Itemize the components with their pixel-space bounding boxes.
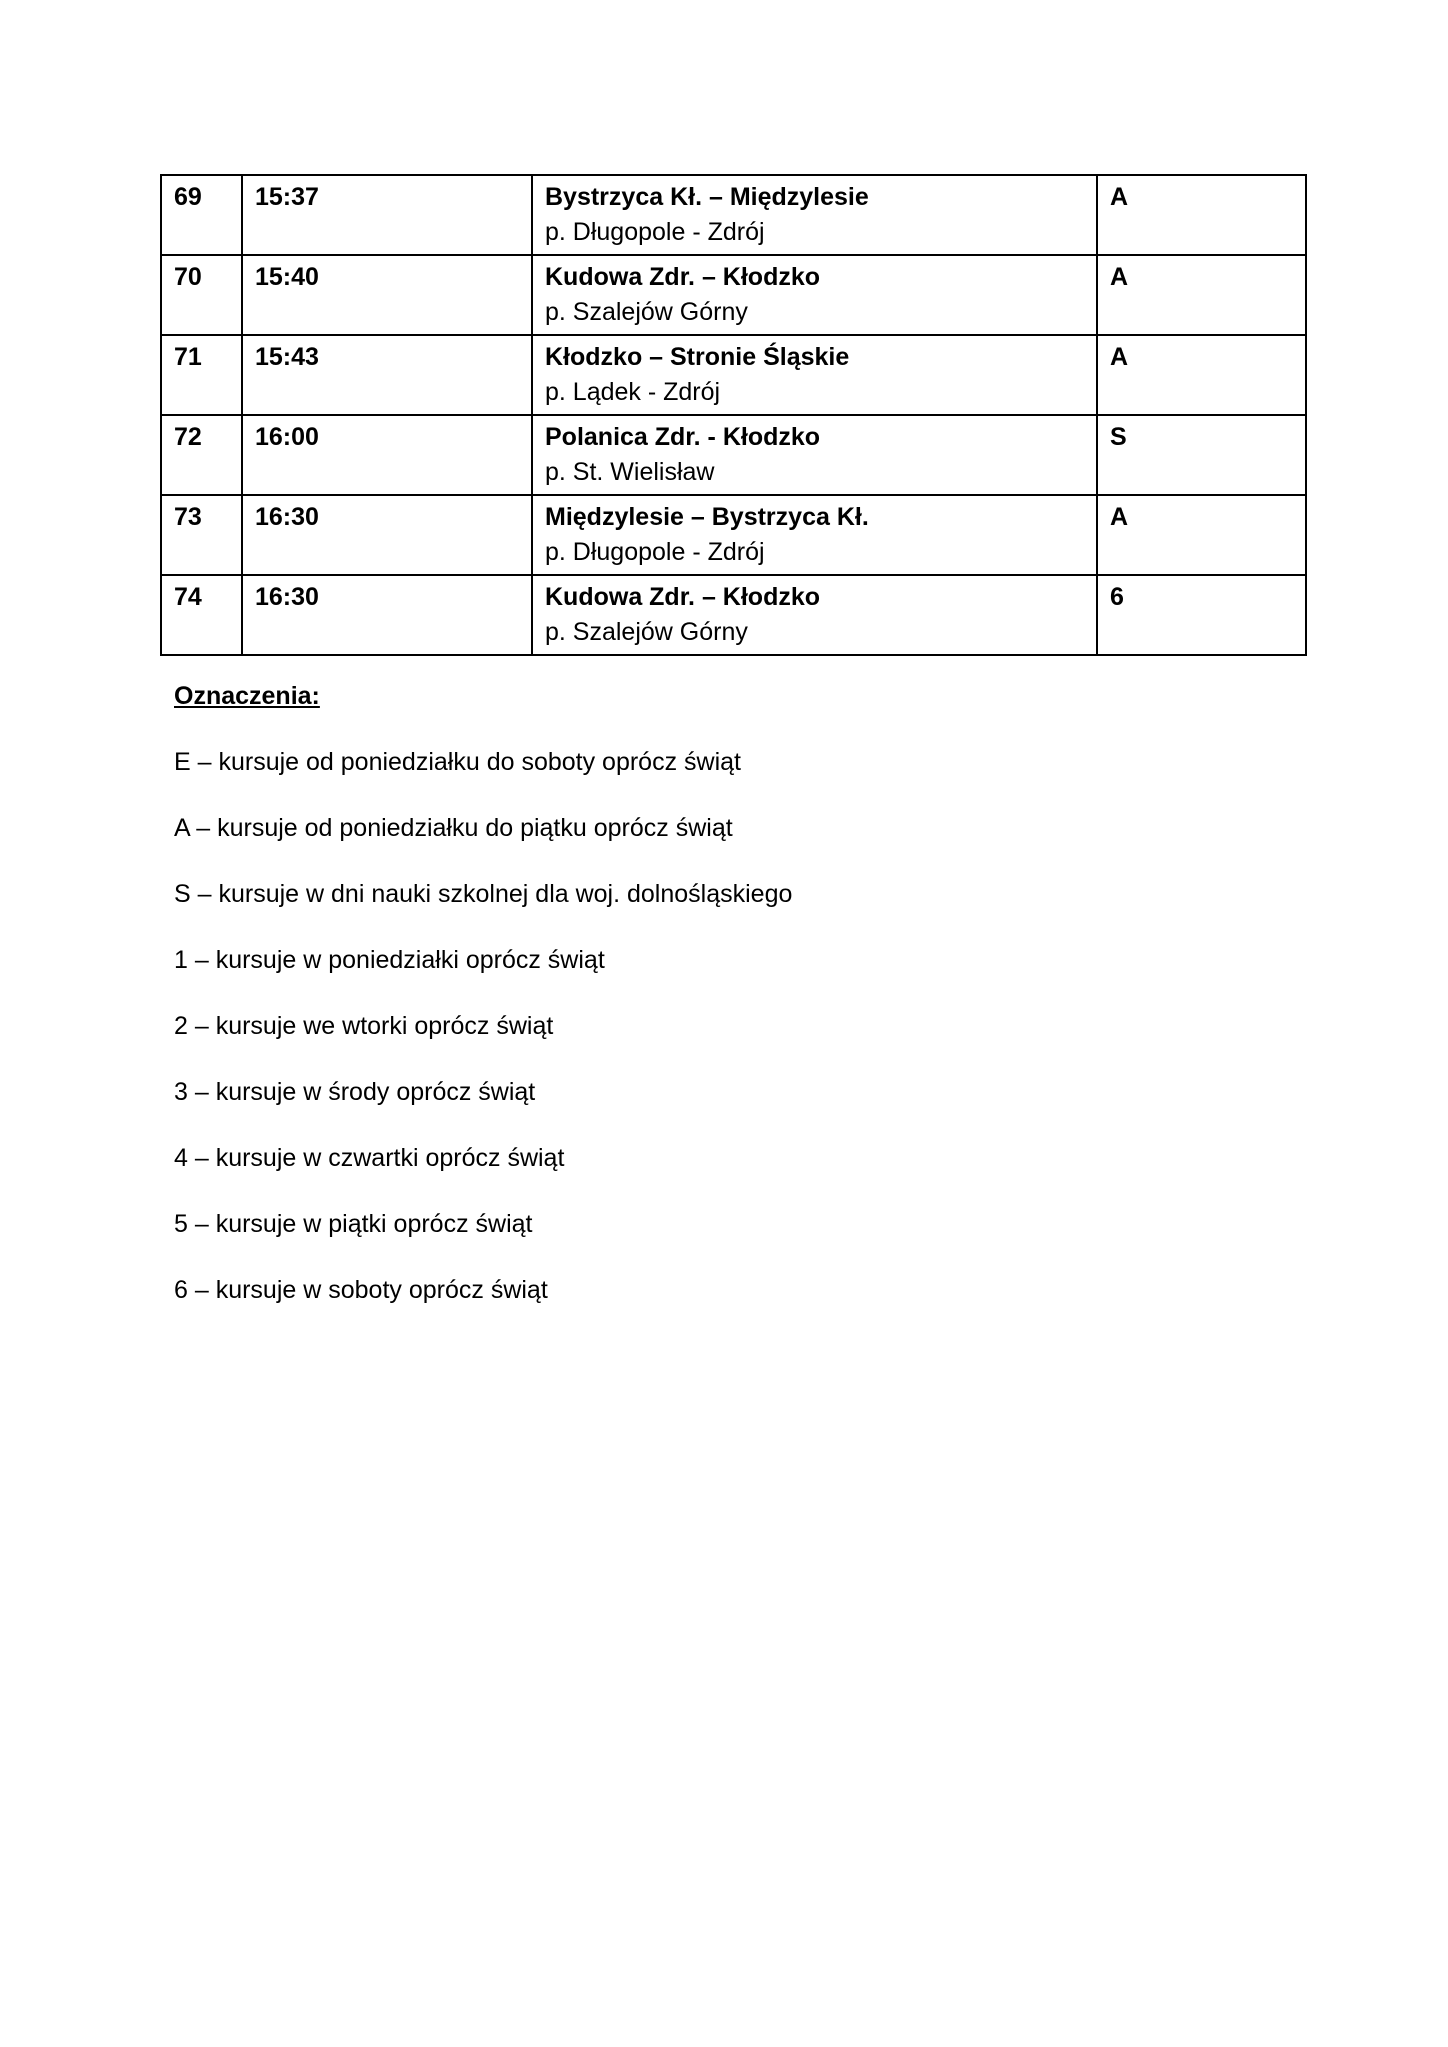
course-number: 72 [161,415,242,495]
table-row [161,495,1306,575]
route-via: p. Długopole - Zdrój [545,218,765,246]
course-number: 69 [161,175,242,255]
course-mark: S [1097,415,1306,495]
course-mark: A [1097,335,1306,415]
table-row [161,415,1306,495]
legend-item: 4 – kursuje w czwartki oprócz świąt [174,1144,565,1172]
route-name: Kudowa Zdr. – Kłodzko [545,263,821,291]
route-cell [532,495,1097,575]
departure-time: 16:30 [242,495,532,575]
legend-title: Oznaczenia: [174,682,320,710]
table-row [161,575,1306,655]
legend-item: S – kursuje w dni nauki szkolnej dla woj. dolnośląskiego [174,880,793,908]
table-row [161,335,1306,415]
departure-time: 16:00 [242,415,532,495]
legend-item: 2 – kursuje we wtorki oprócz świąt [174,1012,554,1040]
route-via: p. Długopole - Zdrój [545,538,765,566]
legend-item: E – kursuje od poniedziałku do soboty oprócz świąt [174,748,741,776]
route-name: Kłodzko – Stronie Śląskie [545,343,850,371]
departure-time: 15:43 [242,335,532,415]
course-mark: A [1097,255,1306,335]
course-number: 71 [161,335,242,415]
legend-item: 6 – kursuje w soboty oprócz świąt [174,1276,548,1304]
course-mark: A [1097,495,1306,575]
route-via: p. St. Wielisław [545,458,715,486]
route-via: p. Szalejów Górny [545,298,748,326]
course-number: 74 [161,575,242,655]
legend [174,678,1274,1338]
route-cell [532,335,1097,415]
legend-item: A – kursuje od poniedziałku do piątku oprócz świąt [174,814,733,842]
route-name: Polanica Zdr. - Kłodzko [545,423,821,451]
route-via: p. Szalejów Górny [545,618,748,646]
route-name: Międzylesie – Bystrzyca Kł. [545,503,869,531]
table-row [161,255,1306,335]
route-cell [532,415,1097,495]
legend-item: 1 – kursuje w poniedziałki oprócz świąt [174,946,605,974]
departure-time: 16:30 [242,575,532,655]
course-mark: 6 [1097,575,1306,655]
course-mark: A [1097,175,1306,255]
route-via: p. Lądek - Zdrój [545,378,721,406]
route-name: Kudowa Zdr. – Kłodzko [545,583,821,611]
route-cell [532,255,1097,335]
course-number: 70 [161,255,242,335]
legend-item: 5 – kursuje w piątki oprócz świąt [174,1210,533,1238]
departure-time: 15:40 [242,255,532,335]
route-cell [532,175,1097,255]
route-name: Bystrzyca Kł. – Międzylesie [545,183,869,211]
table-row [161,175,1306,255]
departure-time: 15:37 [242,175,532,255]
route-cell [532,575,1097,655]
course-number: 73 [161,495,242,575]
schedule-table [160,174,1307,656]
legend-item: 3 – kursuje w środy oprócz świąt [174,1078,536,1106]
